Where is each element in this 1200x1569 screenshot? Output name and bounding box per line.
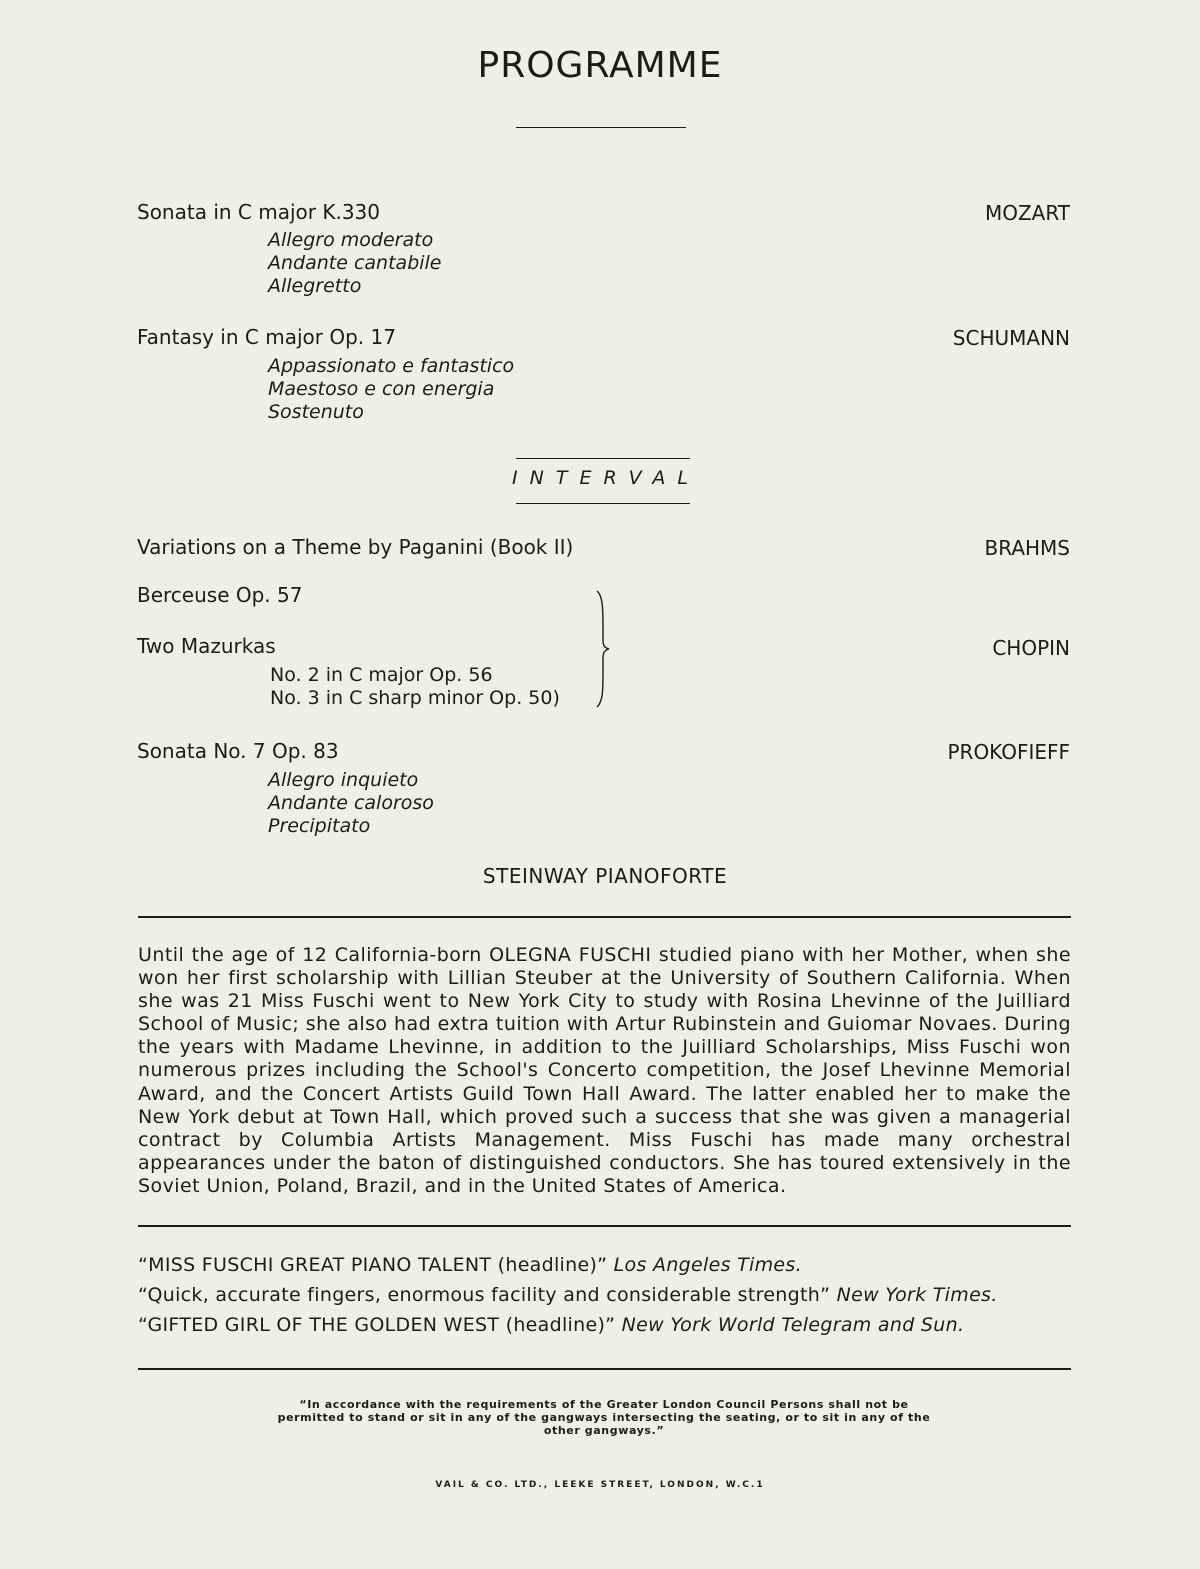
instrument-credit: STEINWAY PIANOFORTE (482, 864, 728, 888)
press-quote (138, 1284, 998, 1306)
composer-prokofieff: PROKOFIEFF (947, 740, 1070, 764)
council-notice: “In accordance with the requirements of the Greater London Council Persons shall not be permitted to stand or sit in any of the gangways intersecting the seating, or to sit in any of the other gangways.” (277, 1398, 931, 1437)
movement: Maestoso e con energia (268, 378, 495, 400)
work-title-mozart: Sonata in C major K.330 (137, 200, 380, 224)
work-title-berceuse: Berceuse Op. 57 (137, 583, 303, 607)
interval-label: INTERVAL (512, 467, 700, 489)
chopin-brace (594, 590, 610, 708)
quote-source: New York Times. (836, 1284, 998, 1306)
composer-brahms: BRAHMS (984, 536, 1070, 560)
quote-text: “Quick, accurate fingers, enormous facility and considerable strength” (138, 1284, 831, 1306)
movement: Allegro inquieto (268, 769, 419, 791)
work-title-brahms: Variations on a Theme by Paganini (Book II) (137, 535, 574, 559)
work-title-mazurkas: Two Mazurkas (137, 634, 276, 658)
title-underline (516, 127, 686, 128)
quote-source: New York World Telegram and Sun. (621, 1314, 965, 1336)
movement: Precipitato (268, 815, 371, 837)
mazurka-item: No. 3 in C sharp minor Op. 50) (270, 687, 560, 709)
composer-mozart: MOZART (984, 201, 1070, 225)
interval-rule-top (516, 458, 690, 459)
interval-rule-bottom (516, 503, 690, 504)
movement: Andante caloroso (268, 792, 434, 814)
section-divider (138, 916, 1071, 918)
page-title: PROGRAMME (477, 45, 723, 86)
quote-text: “MISS FUSCHI GREAT PIANO TALENT (headline)” (138, 1254, 608, 1276)
quote-text: “GIFTED GIRL OF THE GOLDEN WEST (headline)” (138, 1314, 616, 1336)
movement: Appassionato e fantastico (268, 355, 515, 377)
section-divider (138, 1368, 1071, 1370)
printer-imprint: VAIL & CO. LTD., LEEKE STREET, LONDON, W.C.1 (435, 1480, 765, 1490)
press-quote (138, 1254, 802, 1276)
composer-chopin: CHOPIN (992, 636, 1070, 660)
work-title-schumann: Fantasy in C major Op. 17 (137, 325, 396, 349)
movement: Sostenuto (268, 401, 364, 423)
artist-biography: Until the age of 12 California-born OLEGNA FUSCHI studied piano with her Mother, when she won her first scholarship with Lillian Steuber at the University of Southern California. When she was 21 Miss Fuschi went to New York City to study with Rosina Lhevinne of the Juilliard School of Music; she also had extra tuition with Artur Rubinstein and Guiomar Novaes. During the years with Madame Lhevinne, in addition to the Juilliard Scholarships, Miss Fuschi won numerous prizes including the School's Concerto competition, the Josef Lhevinne Memorial Award, and the Concert Artists Guild Town Hall Award. The latter enabled her to make the New York debut at Town Hall, which proved such a success that she was given a managerial contract by Columbia Artists Management. Miss Fuschi has made many orchestral appearances under the baton of distinguished conductors. She has toured extensively in the Soviet Union, Poland, Brazil, and in the United States of America. (138, 944, 1071, 1197)
movement: Allegretto (268, 275, 362, 297)
movement: Andante cantabile (268, 252, 442, 274)
movement: Allegro moderato (268, 229, 434, 251)
press-quote (138, 1314, 964, 1336)
section-divider (138, 1225, 1071, 1227)
mazurka-item: No. 2 in C major Op. 56 (270, 664, 493, 686)
composer-schumann: SCHUMANN (952, 326, 1070, 350)
quote-source: Los Angeles Times. (613, 1254, 802, 1276)
work-title-prokofieff: Sonata No. 7 Op. 83 (137, 739, 339, 763)
